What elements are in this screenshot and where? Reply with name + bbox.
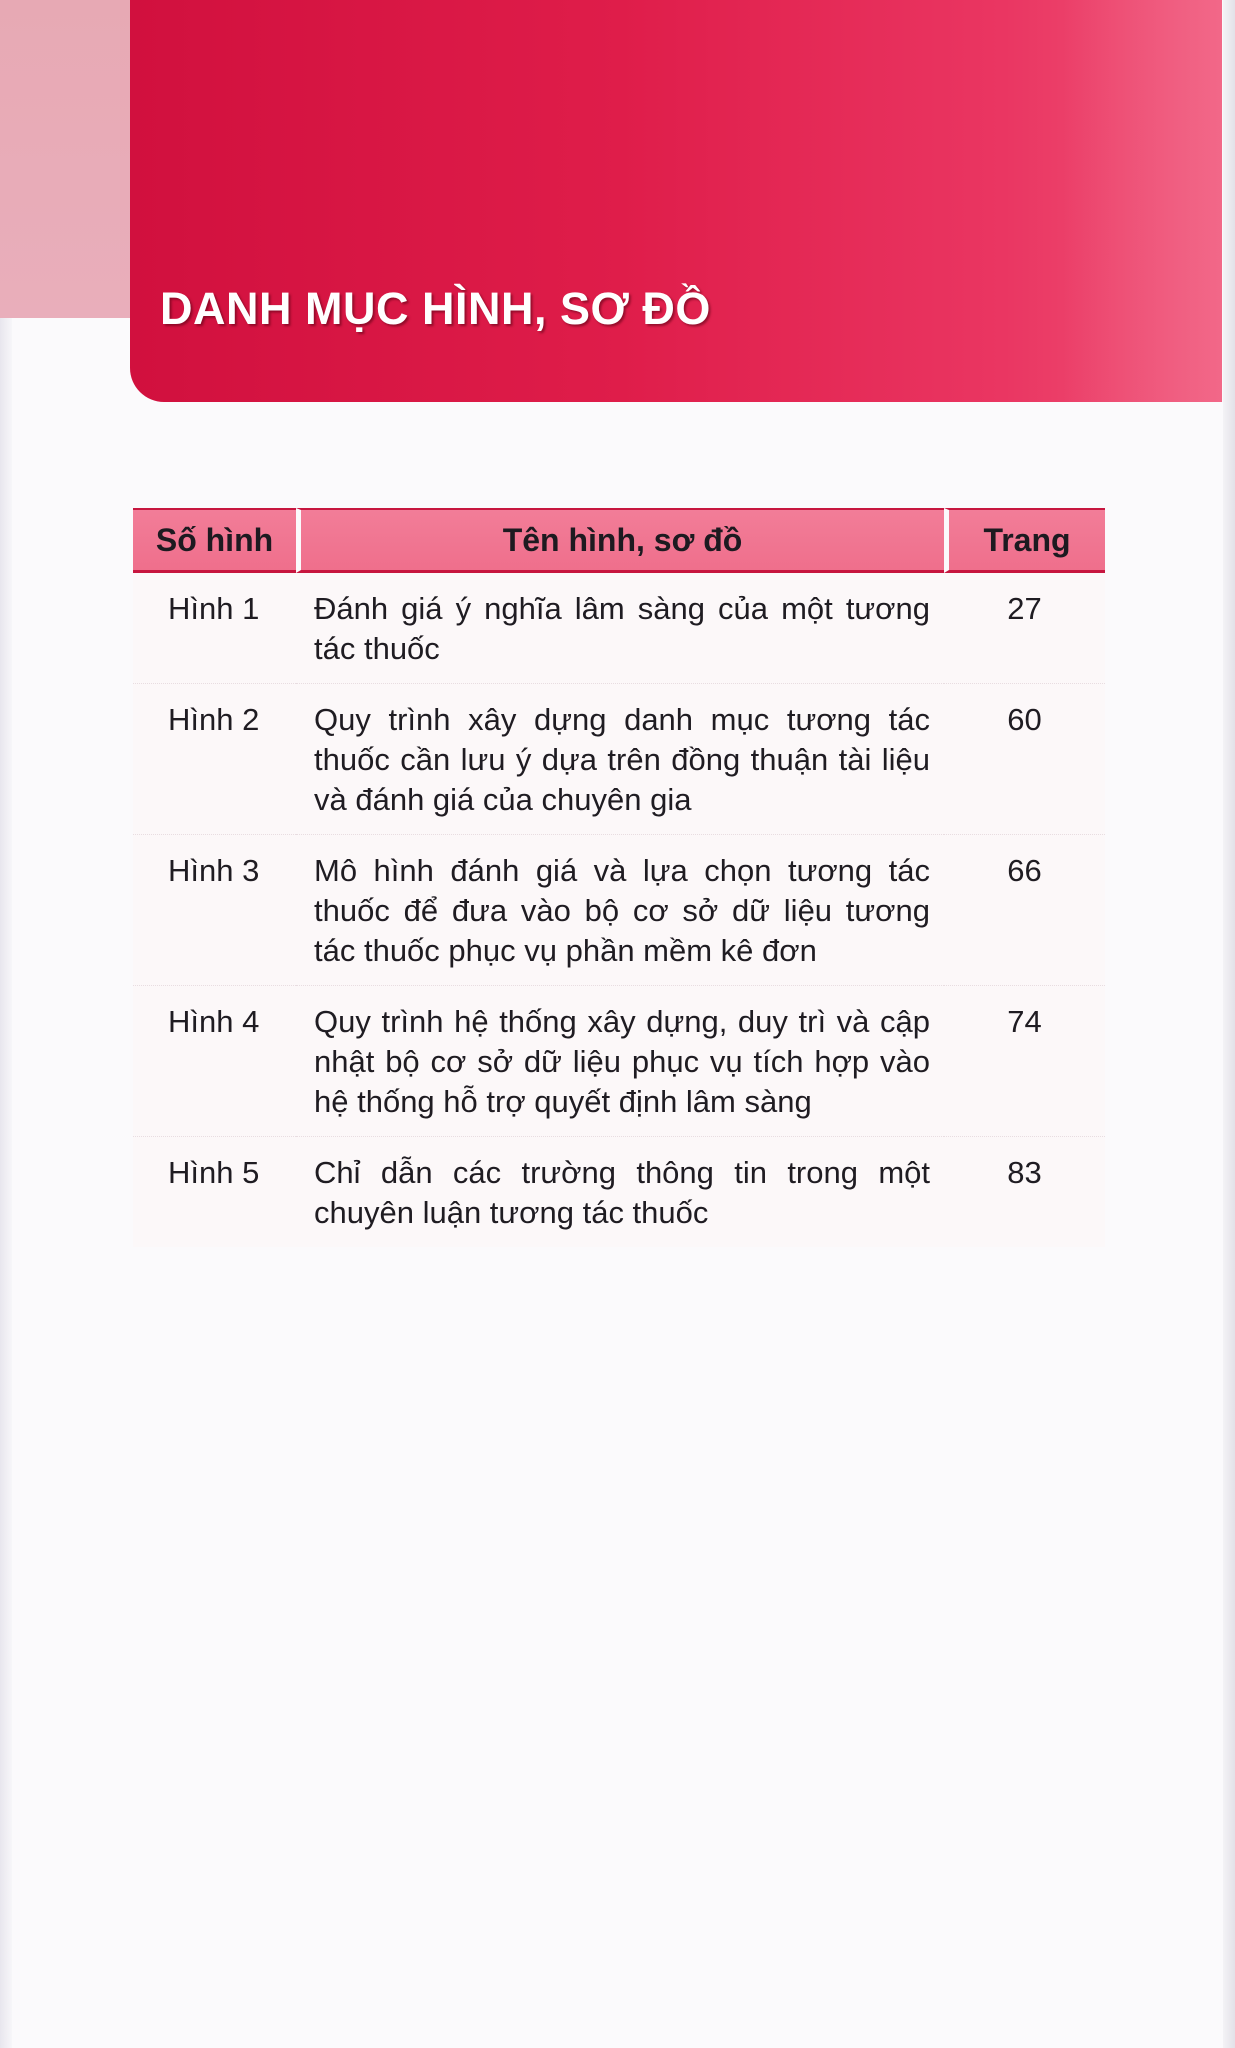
figure-name: Chỉ dẫn các trường thông tin trong một chuyên luận tương tác thuốc — [296, 1137, 944, 1247]
figure-page: 27 — [944, 573, 1105, 684]
figure-number: Hình 5 — [133, 1137, 296, 1247]
table-header-row — [133, 508, 1105, 573]
page-title: DANH MỤC HÌNH, SƠ ĐỒ — [160, 283, 711, 334]
table-body — [133, 573, 1105, 1247]
header-banner — [130, 0, 1222, 402]
figure-name: Quy trình xây dựng danh mục tương tác thuốc cần lưu ý dựa trên đồng thuận tài liệu và đánh giá của chuyên gia — [296, 684, 944, 835]
figure-number: Hình 4 — [133, 986, 296, 1137]
column-header-page: Trang — [944, 508, 1105, 573]
figure-name: Đánh giá ý nghĩa lâm sàng của một tương tác thuốc — [296, 573, 944, 684]
table-row — [133, 573, 1105, 684]
figure-page: 60 — [944, 684, 1105, 835]
figure-page: 66 — [944, 835, 1105, 986]
figure-name: Mô hình đánh giá và lựa chọn tương tác thuốc để đưa vào bộ cơ sở dữ liệu tương tác thuốc phục vụ phần mềm kê đơn — [296, 835, 944, 986]
figure-name: Quy trình hệ thống xây dựng, duy trì và cập nhật bộ cơ sở dữ liệu phục vụ tích hợp vào hệ thống hỗ trợ quyết định lâm sàng — [296, 986, 944, 1137]
figure-number: Hình 3 — [133, 835, 296, 986]
figure-list-table — [133, 508, 1105, 1247]
figure-page: 83 — [944, 1137, 1105, 1247]
column-header-figure-name: Tên hình, sơ đồ — [296, 508, 944, 573]
table-row — [133, 835, 1105, 986]
figure-page: 74 — [944, 986, 1105, 1137]
column-header-figure-number: Số hình — [133, 508, 296, 573]
table-header — [133, 508, 1105, 573]
table-row — [133, 1137, 1105, 1247]
page-right-edge — [1223, 0, 1235, 2048]
figure-number: Hình 1 — [133, 573, 296, 684]
left-decorative-strip — [0, 0, 130, 318]
table-row — [133, 684, 1105, 835]
table-row — [133, 986, 1105, 1137]
figure-number: Hình 2 — [133, 684, 296, 835]
